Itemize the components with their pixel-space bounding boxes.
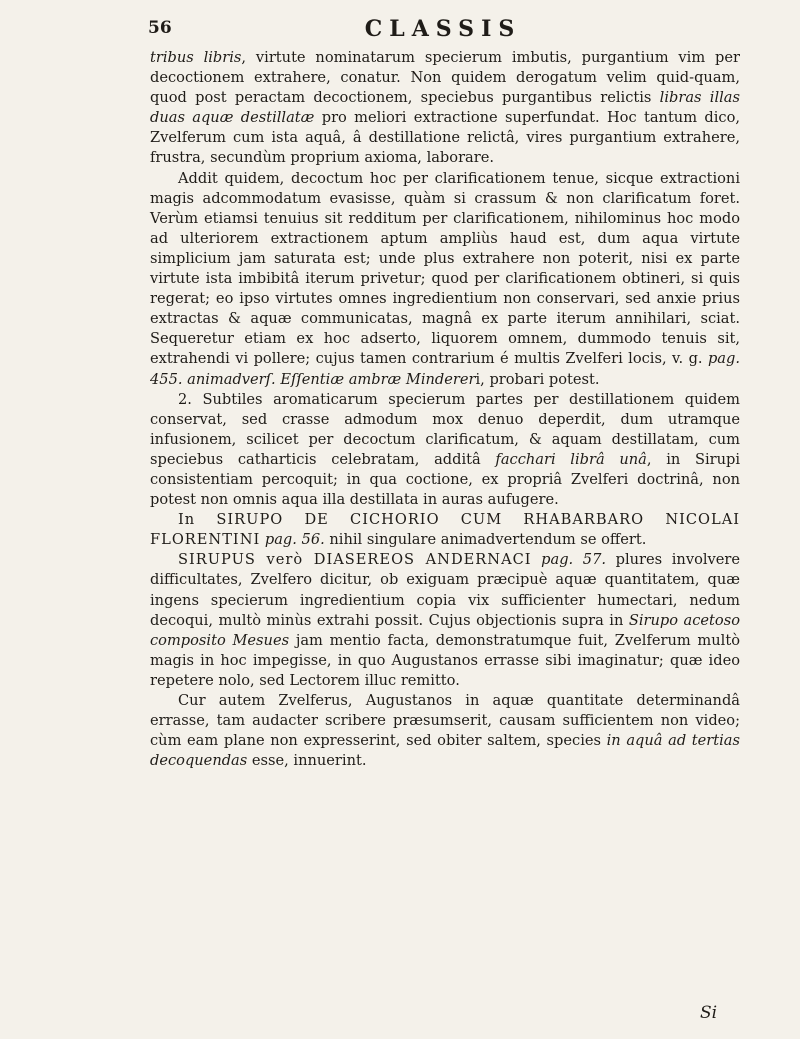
paragraph: [150, 48, 740, 169]
text-segment: pro meliori extractione superfundat. Hoc tantum dico, Zvelferum cum ista aquâ, â destillatione relictâ, vires purgantium extrahere, frustra, secundùm proprium axioma, laborare.: [150, 109, 740, 167]
italic-text: tribus libris: [150, 49, 242, 66]
body-text: [150, 48, 740, 771]
page-header: [148, 16, 738, 46]
caps-heading-text: In SIRUPO DE CICHORIO CUM RHABARBARO NICOLAI FLORENTINI: [150, 511, 740, 549]
paragraph: [150, 169, 740, 390]
text-segment: 2. Subtiles aromaticarum specierum partes per destillationem quidem conservat, sed crasse admodum mox denuo deperdit, dum utramque infusionem, scilicet per decoctum clarificatum, & aquam destillatam, cum speciebus catharticis celebratam, additâ: [150, 390, 740, 468]
text-segment: jam mentio facta, demonstratumque fuit, Zvelferum multò magis in hoc impegisse, in quo Augustanos errasse sibi imaginatur; quæ ideo repetere nolo, sed Lectorem illuc remitto.: [150, 631, 740, 689]
paragraph: [150, 510, 740, 550]
caps-heading-text: SIRUPUS verò DIASEREOS ANDERNACI: [178, 551, 532, 569]
text-segment: plures involvere difficultates, Zvelfero dicitur, ob exiguam præcipuè aquæ quantitatem, quæ ingens specierum ingredientium copia vix sufficienter humectari, nedum decoqui, multò minùs extrahi possit. Cujus objectionis supra in: [150, 551, 741, 629]
paragraph: [150, 390, 740, 511]
paragraph: [150, 550, 740, 691]
text-segment: i, probari potest.: [475, 370, 600, 388]
text-segment: esse, innuerint.: [247, 752, 367, 770]
page-number: 56: [148, 18, 172, 38]
catchword: Si: [700, 1003, 718, 1023]
text-segment: , virtute nominatarum specierum imbutis, purgantium vim per decoctionem extrahere, conatur. Non quidem derogatum velim quid-quam, quod post peractam decoctionem, speciebus purgantibus relictis: [150, 49, 741, 107]
italic-text: pag. 57.: [541, 551, 607, 569]
text-segment: nihil singulare animadvertendum se offert.: [324, 531, 647, 549]
italic-text: libras illas duas aquæ destillatæ: [150, 89, 740, 127]
italic-text: Sirupo acetoso composito Mesues: [150, 611, 740, 649]
italic-text: pag. 455. animadverſ. Eſſentiæ ambræ Minderer: [150, 350, 740, 388]
text-segment: [532, 551, 542, 568]
italic-text: in aquâ ad tertias decoquendas: [150, 732, 740, 770]
italic-text: facchari librâ unâ: [495, 450, 647, 468]
text-segment: Cur autem Zvelferus, Augustanos in aquæ quantitate determinandâ errasse, tam audacter scribere præsumserit, causam sufficientem non video; cùm eam plane non expresserint, sed obiter saltem, species: [150, 692, 740, 750]
running-title: CLASSIS: [364, 16, 522, 42]
text-segment: , in Sirupi consistentiam percoquit; in qua coctione, ex propriâ Zvelferi doctrinâ, non potest non omnis aqua illa destillata in auras aufugere.: [150, 450, 740, 509]
text-segment: Addit quidem, decoctum hoc per clarificationem tenue, sicque extractioni magis adcommodatum evasisse, quàm si crassum & non clarificatum foret. Verùm etiamsi tenuius sit redditum per clarificationem, nihilominus hoc modo ad ulteriorem extractionem aptum ampliùs haud est, dum aqua virtute simplicium jam saturata est; unde plus extrahere non poterit, nisi ex parte virtute ista imbibitâ iterum privetur; quod per clarificationem obtineri, si quis regerat; eo ipso virtutes omnes ingredientium non conservari, sed anxie prius extractas & aquæ communicatas, magnâ ex parte iterum annihilari, sciat. Sequeretur etiam ex hoc adserto, liquorem omnem, dummodo tenuis sit, extrahendi vi pollere; cujus tamen contrarium é multis Zvelferi locis, v. g.: [150, 169, 740, 368]
italic-text: pag. 56.: [264, 531, 325, 549]
paragraph: [150, 691, 740, 771]
